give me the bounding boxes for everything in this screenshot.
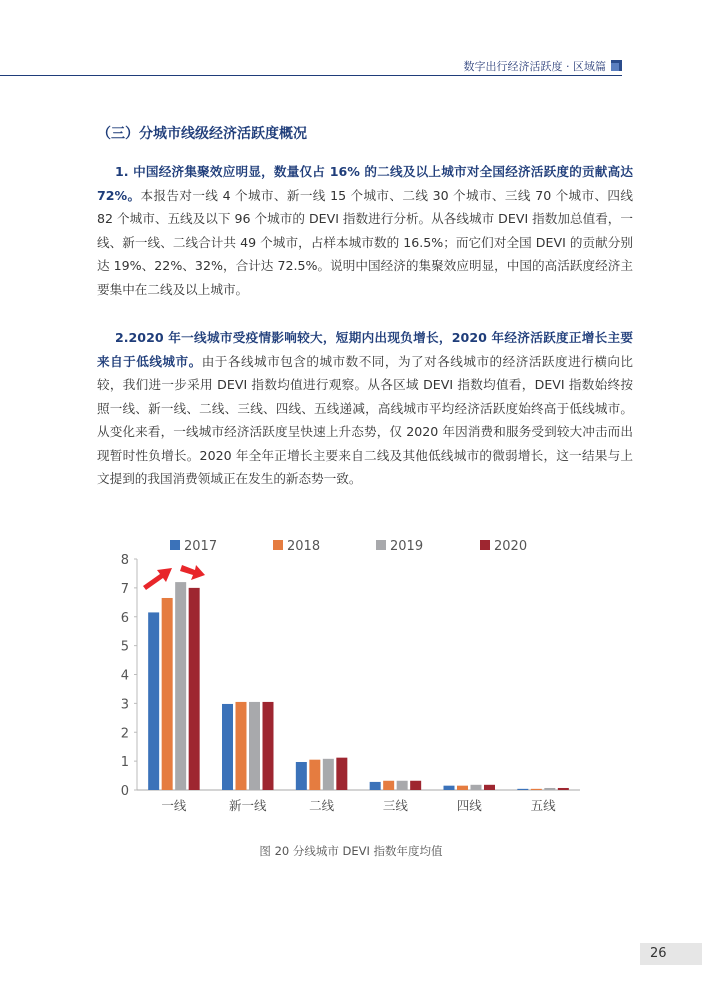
bar-2019-3 xyxy=(397,781,408,790)
bar-2020-4 xyxy=(484,785,495,790)
bar-2017-3 xyxy=(370,782,381,790)
bar-2019-5 xyxy=(544,788,555,790)
y-tick-label: 4 xyxy=(120,668,129,684)
bar-2018-2 xyxy=(309,760,320,790)
bar-2018-4 xyxy=(457,786,468,790)
running-header: 数字出行经济活跃度 · 区域篇 xyxy=(463,60,606,73)
legend-label: 2018 xyxy=(287,539,321,554)
figure-caption: 图 20 分线城市 DEVI 指数年度均值 xyxy=(259,844,443,858)
bar-2018-0 xyxy=(162,598,173,790)
bar-2020-0 xyxy=(189,588,200,790)
paragraph-2-body: 由于各线城市包含的城市数不同，为了对各线城市的经济活跃度进行横向比较，我们进一步采用 DEVI 指数均值进行观察。从各区域 DEVI 指数均值看，DEVI 指数始终按照一线、新一线、二线、三线、四线、五线递减，高线城市平均经济活跃度始终高于低线城市。从变化来看，一线城市经济活跃度呈快速上升态势，仅 2020 年因消费和服务受到较大冲击而出现暂时性负增长。2020 年全年正增长主要来自二线及其他低线城市的微弱增长，这一结果与上文提到的我国消费领域正在发生的新态势一致。 xyxy=(97,353,634,486)
section-title: （三）分城市线级经济活跃度概况 xyxy=(97,126,307,142)
paragraph-1-lead: 1. 中国经济集聚效应明显，数量仅占 16% 的二线及以上城市对全国经济活跃度的贡献高达 72%。 xyxy=(97,164,633,203)
bar-2017-2 xyxy=(296,762,307,790)
bar-2017-0 xyxy=(148,612,159,790)
bar-2017-1 xyxy=(222,704,233,790)
bar-2020-2 xyxy=(336,758,347,790)
y-tick-label: 2 xyxy=(120,726,129,742)
page-number: 26 xyxy=(640,943,702,965)
bar-2017-4 xyxy=(444,786,455,790)
legend-swatch-2017 xyxy=(170,540,180,550)
x-tick-label: 三线 xyxy=(382,798,408,813)
bar-2018-5 xyxy=(531,789,542,790)
legend-swatch-2020 xyxy=(480,540,490,550)
y-tick-label: 7 xyxy=(120,581,129,597)
paragraph-2 xyxy=(97,326,633,491)
legend-swatch-2018 xyxy=(273,540,283,550)
red-arrow-up-icon xyxy=(143,568,172,590)
bar-2020-3 xyxy=(410,781,421,790)
paragraph-2-lead: 2.2020 年一线城市受疫情影响较大，短期内出现负增长，2020 年经济活跃度正增长主要来自于低线城市。 xyxy=(97,330,633,369)
bar-2019-0 xyxy=(175,582,186,790)
bar-2018-3 xyxy=(383,781,394,790)
x-tick-label: 四线 xyxy=(456,798,482,813)
y-tick-label: 8 xyxy=(120,553,129,568)
bar-2019-1 xyxy=(249,702,260,790)
legend-label: 2019 xyxy=(390,539,424,554)
bar-2019-2 xyxy=(323,759,334,790)
legend-label: 2017 xyxy=(184,539,218,554)
bar-2019-4 xyxy=(471,785,482,790)
legend-swatch-2019 xyxy=(376,540,386,550)
bar-2017-5 xyxy=(517,789,528,790)
bar-2020-1 xyxy=(263,702,274,790)
y-tick-label: 1 xyxy=(120,755,129,771)
header-square-icon xyxy=(611,60,622,71)
legend-label: 2020 xyxy=(494,539,528,554)
x-tick-label: 一线 xyxy=(161,798,187,813)
red-arrow-right-icon xyxy=(180,565,205,580)
y-tick-label: 6 xyxy=(120,610,129,626)
x-tick-label: 五线 xyxy=(530,798,556,813)
y-tick-label: 5 xyxy=(120,639,129,655)
paragraph-1 xyxy=(97,160,633,301)
paragraph-1-body: 本报告对一线 4 个城市、新一线 15 个城市、二线 30 个城市、三线 70 个城市、四线 82 个城市、五线及以下 96 个城市的 DEVI 指数进行分析。从各线城市 DEVI 指数加总值看，一线、新一线、二线合计共 49 个城市，占样本城市数的 16.5%；而它们对全国 DEVI 的贡献分别达 19%、22%、32%，合计达 72.5%。说明中国经济的集聚效应明显，中国的高活跃度经济主要集中在二线及以上城市。 xyxy=(97,187,633,297)
header-rule xyxy=(0,75,622,76)
bar-2020-5 xyxy=(558,788,569,790)
y-tick-label: 3 xyxy=(120,697,129,713)
x-tick-label: 二线 xyxy=(309,798,335,813)
x-tick-label: 新一线 xyxy=(228,798,267,813)
bar-chart xyxy=(0,530,702,830)
y-tick-label: 0 xyxy=(120,784,129,799)
bar-2018-1 xyxy=(236,702,247,790)
